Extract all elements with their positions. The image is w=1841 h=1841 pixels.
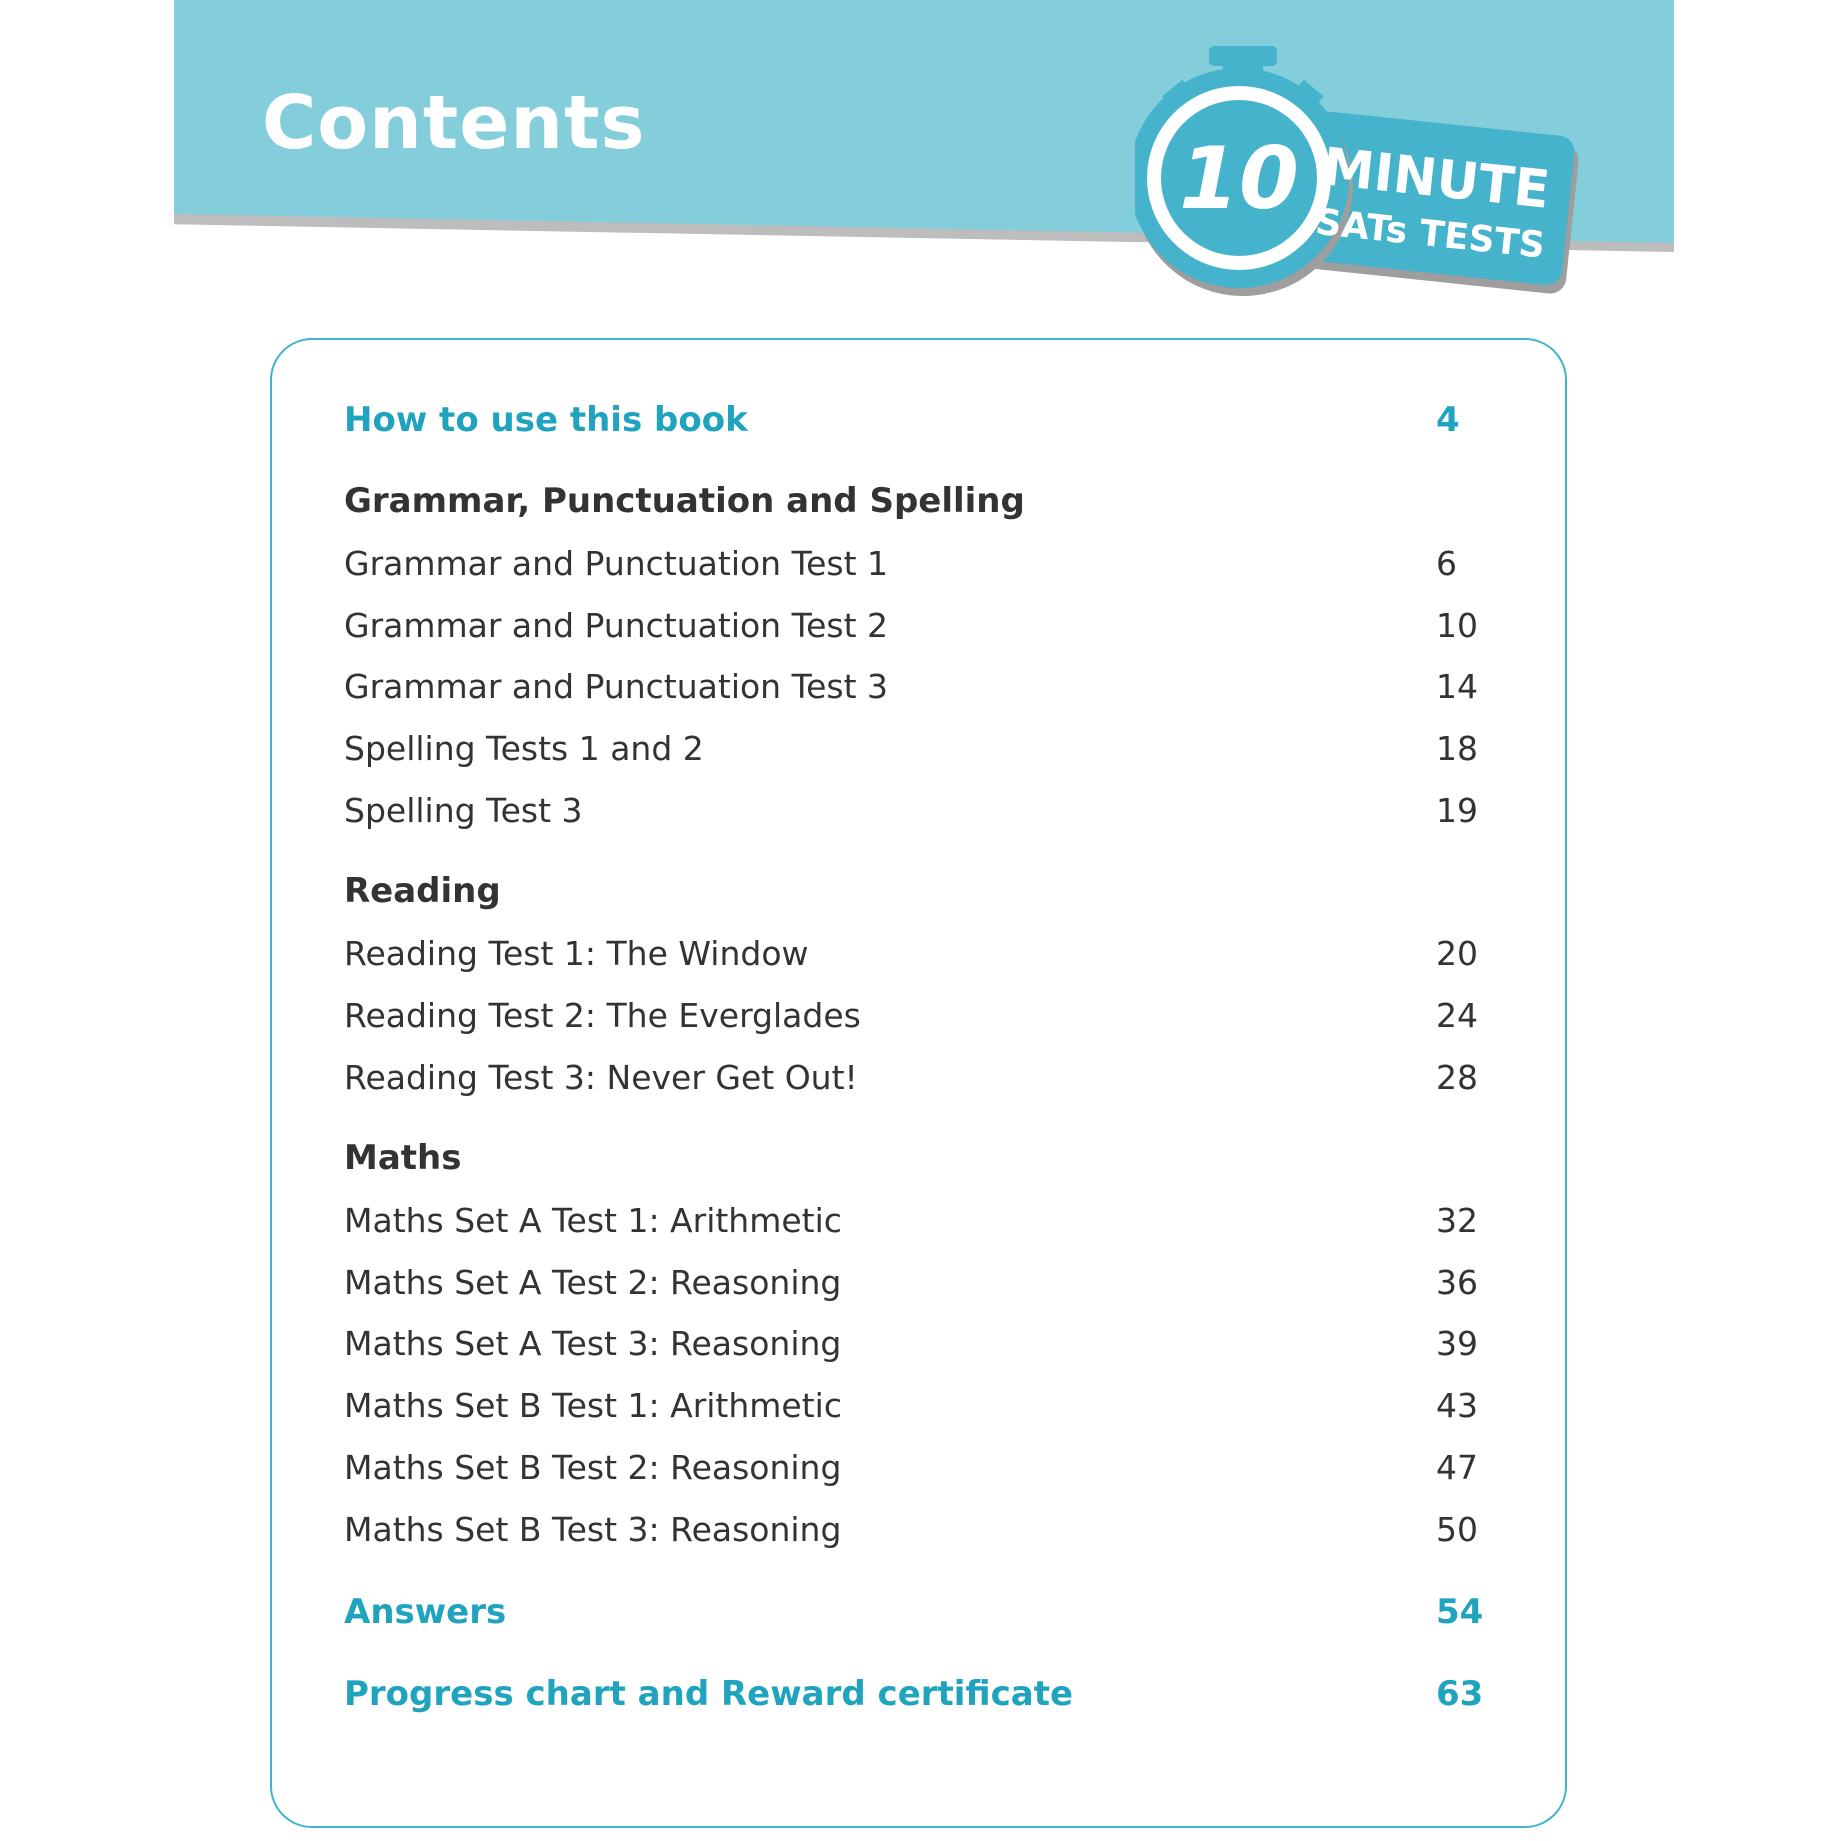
toc-row[interactable] (344, 1386, 1484, 1436)
toc-page-number: 63 (1436, 1674, 1484, 1714)
ten-minute-sats-logo (1135, 38, 1585, 308)
section-heading-reading: Reading (344, 871, 501, 911)
toc-row-progress-chart[interactable] (344, 1674, 1484, 1724)
toc-label: Reading Test 1: The Window (344, 934, 809, 973)
toc-page-number: 47 (1436, 1448, 1478, 1487)
toc-label: Progress chart and Reward certificate (344, 1674, 1074, 1714)
toc-label: Spelling Test 3 (344, 791, 583, 830)
toc-row[interactable] (344, 1058, 1484, 1108)
logo-subtitle: SATs TESTS (1313, 201, 1547, 267)
toc-label: How to use this book (344, 400, 748, 440)
toc-label: Grammar and Punctuation Test 1 (344, 544, 889, 583)
toc-label: Maths Set A Test 3: Reasoning (344, 1324, 842, 1363)
toc-label: Grammar and Punctuation Test 3 (344, 667, 889, 706)
toc-label: Reading Test 3: Never Get Out! (344, 1058, 858, 1097)
toc-label: Maths Set B Test 1: Arithmetic (344, 1386, 842, 1425)
toc-page-number: 24 (1436, 996, 1478, 1035)
toc-label: Maths Set A Test 2: Reasoning (344, 1263, 842, 1302)
section-heading-maths: Maths (344, 1138, 462, 1178)
toc-page-number: 36 (1436, 1263, 1478, 1302)
toc-page-number: 10 (1436, 606, 1478, 645)
toc-row[interactable] (344, 996, 1484, 1046)
toc-row[interactable] (344, 1448, 1484, 1498)
toc-row[interactable] (344, 934, 1484, 984)
toc-row[interactable] (344, 729, 1484, 779)
toc-label: Reading Test 2: The Everglades (344, 996, 861, 1035)
toc-row[interactable] (344, 667, 1484, 717)
toc-page-number: 39 (1436, 1324, 1478, 1363)
toc-row-answers[interactable] (344, 1592, 1484, 1642)
toc-page-number: 18 (1436, 729, 1478, 768)
toc-page-number: 54 (1436, 1592, 1484, 1632)
toc-page-number: 20 (1436, 934, 1478, 973)
toc-row-how-to-use[interactable] (344, 400, 1484, 450)
toc-page-number: 43 (1436, 1386, 1478, 1425)
toc-page-number: 28 (1436, 1058, 1478, 1097)
toc-label: Spelling Tests 1 and 2 (344, 729, 704, 768)
toc-row[interactable] (344, 1201, 1484, 1251)
toc-row[interactable] (344, 1324, 1484, 1374)
toc-label: Answers (344, 1592, 507, 1632)
toc-row[interactable] (344, 1510, 1484, 1560)
toc-page-number: 6 (1436, 544, 1457, 583)
toc-page-number: 4 (1436, 400, 1460, 440)
page-title: Contents (262, 80, 646, 166)
toc-page-number: 32 (1436, 1201, 1478, 1240)
toc-label: Maths Set B Test 2: Reasoning (344, 1448, 842, 1487)
toc-label: Grammar and Punctuation Test 2 (344, 606, 889, 645)
toc-row[interactable] (344, 544, 1484, 594)
toc-row[interactable] (344, 791, 1484, 841)
logo-word: MINUTE (1319, 137, 1553, 221)
section-heading-gps: Grammar, Punctuation and Spelling (344, 481, 1025, 521)
logo-number: 10 (1179, 129, 1299, 229)
toc-page-number: 19 (1436, 791, 1478, 830)
toc-page-number: 14 (1436, 667, 1478, 706)
toc-label: Maths Set A Test 1: Arithmetic (344, 1201, 842, 1240)
toc-page-number: 50 (1436, 1510, 1478, 1549)
toc-row[interactable] (344, 1263, 1484, 1313)
toc-row[interactable] (344, 606, 1484, 656)
toc-label: Maths Set B Test 3: Reasoning (344, 1510, 842, 1549)
